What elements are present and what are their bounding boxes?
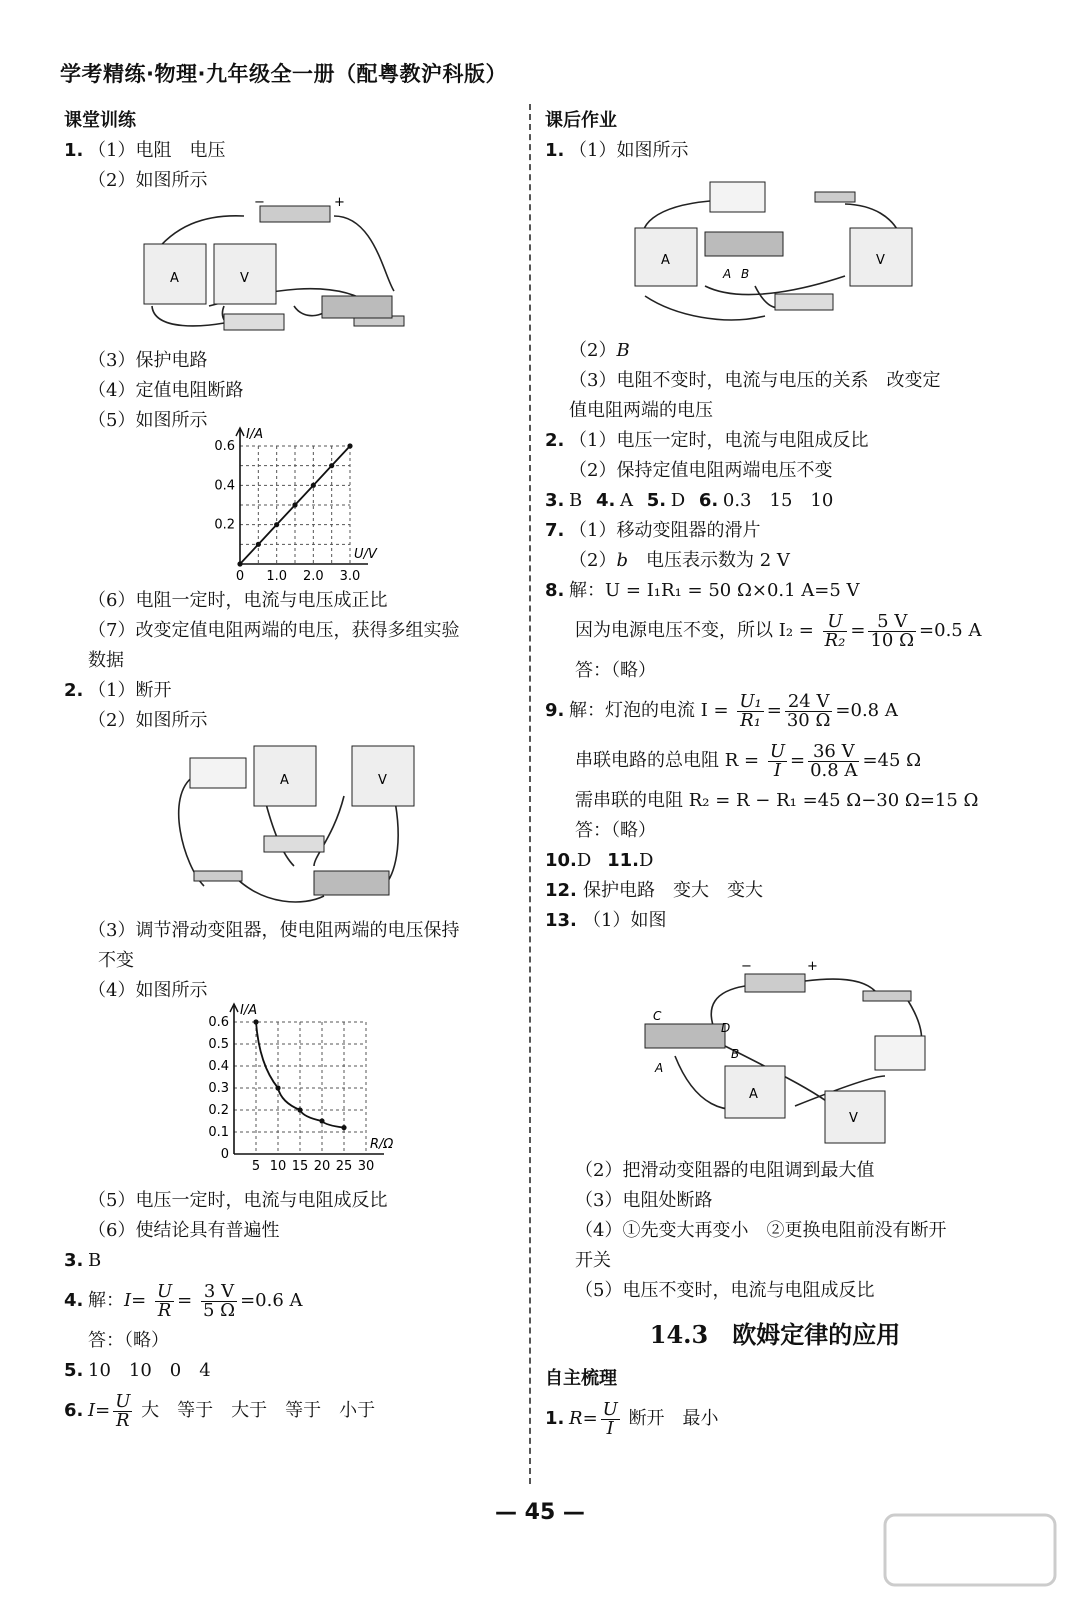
r-q9-answer: 答：（略） bbox=[575, 820, 656, 841]
y-tick-label: 0 bbox=[220, 1147, 229, 1162]
y-tick-label: 0.6 bbox=[208, 1015, 229, 1030]
r-q9-fraction-2 bbox=[785, 690, 833, 731]
r-q11-number: 11. bbox=[607, 850, 639, 871]
x-tick-label: 15 bbox=[291, 1159, 309, 1174]
data-point bbox=[274, 522, 279, 527]
q1-answer-1: （1）电阻 电压 bbox=[88, 140, 226, 161]
voltmeter-label: V bbox=[240, 271, 249, 286]
r-q9-fraction-4 bbox=[808, 740, 859, 781]
x-tick-label: 3.0 bbox=[339, 569, 361, 584]
r-q1-answer-3: （3）电阻不变时，电流与电压的关系 改变定 bbox=[569, 370, 941, 391]
terminal-b-label: B bbox=[731, 1047, 740, 1061]
r-q1-answer-2: （2） bbox=[569, 340, 617, 361]
switch-icon bbox=[863, 991, 911, 1001]
x-tick-label: 1.0 bbox=[266, 569, 288, 584]
r-q6-answer: 0.3 15 10 bbox=[722, 490, 834, 511]
r-q4-number: 4. bbox=[595, 490, 616, 511]
q5-number: 5. bbox=[64, 1360, 84, 1381]
r-q9-frac2-num: 24 V bbox=[785, 693, 833, 712]
r-q13-answer-4: （4）①先变大再变小 ②更换电阻前没有断开 bbox=[575, 1220, 947, 1241]
r-q3-answer: B bbox=[569, 490, 583, 511]
power-supply-icon bbox=[875, 1036, 925, 1070]
ammeter-label: A bbox=[661, 253, 670, 268]
q2-answer-6: （6）使结论具有普遍性 bbox=[88, 1220, 280, 1241]
r-q9-frac1-den: R₁ bbox=[740, 709, 761, 731]
data-point bbox=[292, 502, 297, 507]
rheostat-icon bbox=[322, 296, 392, 318]
r-q13-answer-2: （2）把滑动变阻器的电阻调到最大值 bbox=[575, 1160, 875, 1181]
data-point bbox=[253, 1019, 258, 1024]
chart-i-vs-r bbox=[64, 1003, 514, 1186]
r-q9-result-2: =45 Ω bbox=[862, 750, 922, 771]
data-point bbox=[237, 561, 242, 566]
r-q8-fraction-2 bbox=[868, 610, 916, 651]
r-q1-answer-3b: 值电阻两端的电压 bbox=[569, 400, 713, 421]
r-q9-frac1-num: U₁ bbox=[739, 690, 762, 712]
q6-frac-den: R bbox=[116, 1409, 130, 1431]
y-tick-label: 0.2 bbox=[214, 517, 235, 533]
switch-icon bbox=[815, 192, 855, 202]
x-tick-label: 20 bbox=[313, 1159, 331, 1174]
power-supply-icon bbox=[710, 182, 765, 212]
s1-frac-num: U bbox=[602, 1398, 618, 1420]
s1-number: 1. bbox=[545, 1408, 565, 1429]
y-tick-label: 0.3 bbox=[208, 1081, 229, 1096]
r-q8-result: =0.5 A bbox=[919, 620, 982, 641]
q3-number: 3. bbox=[64, 1250, 84, 1271]
r-q13-answer-1: （1）如图 bbox=[583, 910, 667, 931]
r-q12-answer: 保护电路 变大 变大 bbox=[583, 880, 763, 901]
y-axis-label: I/A bbox=[240, 1003, 258, 1018]
ammeter-label: A bbox=[749, 1087, 758, 1102]
r-q13-answer-3: （3）电阻处断路 bbox=[575, 1190, 713, 1211]
x-tick-label: 30 bbox=[357, 1159, 375, 1174]
circuit-diagram-2 bbox=[64, 736, 514, 916]
y-tick-label: 0.2 bbox=[208, 1103, 229, 1118]
q4-fraction-1 bbox=[155, 1280, 174, 1321]
r-q1-answer-2-value: B bbox=[616, 340, 630, 361]
battery-minus-label: − bbox=[254, 195, 265, 210]
ammeter-label: A bbox=[170, 271, 179, 286]
r-q8-frac2-num: 5 V bbox=[868, 613, 916, 632]
r-q11-answer: D bbox=[638, 850, 654, 871]
section-homework: 课后作业 bbox=[545, 110, 617, 131]
r-q8-answer: 答：（略） bbox=[575, 660, 656, 681]
x-tick-label: 10 bbox=[269, 1159, 287, 1174]
voltmeter-label: V bbox=[849, 1111, 858, 1126]
q6-number: 6. bbox=[64, 1400, 84, 1421]
r-q10-answer: D bbox=[576, 850, 592, 871]
circuit-figure-3 bbox=[545, 166, 1005, 336]
data-point bbox=[311, 483, 316, 488]
data-point bbox=[297, 1107, 302, 1112]
q1-answer-7b: 数据 bbox=[88, 650, 124, 671]
s1-answer: 断开 最小 bbox=[628, 1408, 719, 1429]
circuit-diagram-1 bbox=[64, 196, 514, 346]
r-q2-answer-2: （2）保持定值电阻两端电压不变 bbox=[569, 460, 833, 481]
r-q9-fraction-1 bbox=[737, 690, 763, 731]
r-q8-line-2: 因为电源电压不变，所以 I₂ = bbox=[575, 620, 814, 641]
watermark-logo bbox=[880, 1510, 1060, 1590]
chart-iu-container bbox=[64, 427, 514, 586]
r-q9-fraction-3 bbox=[768, 740, 787, 781]
rheostat-icon bbox=[705, 232, 783, 256]
r-q5-answer: D bbox=[670, 490, 686, 511]
q2-number: 2. bbox=[64, 680, 84, 701]
section-classroom: 课堂训练 bbox=[64, 110, 136, 131]
r-q7-number: 7. bbox=[545, 520, 565, 541]
q1-answer-3: （3）保护电路 bbox=[88, 350, 208, 371]
q4-result: =0.6 A bbox=[240, 1290, 303, 1311]
data-point bbox=[347, 443, 352, 448]
q1-answer-7: （7）改变定值电阻两端的电压，获得多组实验 bbox=[88, 620, 460, 641]
q2-answer-1: （1）断开 bbox=[88, 680, 172, 701]
data-point bbox=[256, 542, 261, 547]
x-tick-label: 5 bbox=[251, 1159, 261, 1174]
q4-equals: = bbox=[131, 1290, 147, 1311]
q4-frac2-num: 3 V bbox=[201, 1283, 237, 1302]
q4-prefix: 解： bbox=[88, 1290, 124, 1311]
r-q9-number: 9. bbox=[545, 700, 565, 721]
q6-fraction bbox=[113, 1390, 132, 1431]
battery-minus-label: − bbox=[741, 959, 752, 974]
q4-number: 4. bbox=[64, 1290, 84, 1311]
r-q8-fraction-1 bbox=[823, 610, 848, 651]
x-axis-label: U/V bbox=[354, 547, 377, 562]
r-q7-answer-1: （1）移动变阻器的滑片 bbox=[569, 520, 761, 541]
terminal-c-label: C bbox=[653, 1009, 662, 1023]
q4-equals-2: = bbox=[177, 1290, 193, 1311]
r-q13-answer-4b: 开关 bbox=[575, 1250, 611, 1271]
q5-answer: 10 10 0 4 bbox=[88, 1360, 211, 1381]
s1-frac-den: I bbox=[606, 1417, 614, 1439]
data-point bbox=[341, 1125, 346, 1130]
y-tick-label: 0.1 bbox=[208, 1125, 229, 1140]
resistor-icon bbox=[224, 314, 284, 330]
q1-answer-5: （5）如图所示 bbox=[88, 410, 208, 431]
r-q13-answer-5: （5）电压不变时，电流与电阻成反比 bbox=[575, 1280, 875, 1301]
r-q1-answer-1: （1）如图所示 bbox=[569, 140, 689, 161]
r-q13-number: 13. bbox=[545, 910, 577, 931]
y-tick-label: 0.4 bbox=[208, 1059, 229, 1074]
s1-var-r: R bbox=[569, 1408, 583, 1429]
r-q9-line-1: 解：灯泡的电流 I = bbox=[569, 700, 729, 721]
data-point bbox=[319, 1118, 324, 1123]
circuit-figure-1 bbox=[64, 196, 514, 346]
r-q2-answer-1: （1）电压一定时，电流与电阻成反比 bbox=[569, 430, 869, 451]
terminal-a-label: A bbox=[655, 1061, 664, 1075]
q6-answer: 大 等于 大于 等于 小于 bbox=[141, 1400, 376, 1421]
right-column: 课后作业 1. （1）如图所示 A A B V （2）B （3）电阻不变时，电流与电压的关系 改变定 值电阻两端的电压 2. （1）电压一定时，电流与电阻成反比 （2）保持定值电阻两端电压不变 3. B 4. A 5. D 6. 0.3 15 10 7. （1）移动变阻器的滑片 （2）b 电压表示数为 2 V 8. 解：U = I₁R₁ = 50 Ω×0.1 A=5 V 因为电源电压不变，所以 I₂ = $\frac{U}{\text{R₂}}$ = $\frac{5 V}{10 \Omega}$ =0.5 A 答：（略） 9. 解：灯泡的电流 I = $\frac{\text{U₁}}{\text{R₁}}$ = $\frac{24 V}{30 \Omega}$ =0.8 A 串联电路的总电阻 R = $\frac{U}{I}$ = $\frac{36 V}{0.8 A}$ =45 Ω 需串联的电阻 R₂ = R − R₁ =45 Ω−30 Ω=15 Ω 答：（略） 10.D 11.D 12. 保护电路 变大 变大 13. （1）如图 − + C D A B A V （2）把滑动变阻器的电阻调到最大值 （3）电阻处断路 （4）①先变大再变小 ②更换电阻前没有断开 开关 （5）电压不变时，电流与电阻成反比 14.3 欧姆定律的应用 自主梳理 1. R= $\frac{U}{I}$ 断开 最小 bbox=[545, 106, 1005, 1444]
r-q8-frac1-num: U bbox=[823, 613, 848, 632]
x-tick-label: 0 bbox=[235, 569, 245, 584]
r-q7-answer-2-prefix: （2） bbox=[569, 550, 617, 571]
r-q9-frac3-den: I bbox=[773, 759, 781, 781]
x-axis-label: R/Ω bbox=[370, 1137, 394, 1152]
q2-answer-4: （4）如图所示 bbox=[88, 980, 208, 1001]
r-q8-frac1-den: R₂ bbox=[824, 629, 846, 651]
x-tick-label: 25 bbox=[335, 1159, 353, 1174]
voltmeter-label: V bbox=[876, 253, 885, 268]
terminal-d-label: D bbox=[721, 1021, 731, 1035]
q4-frac1-num: U bbox=[156, 1280, 173, 1302]
left-column: 课堂训练 1. （1）电阻 电压 （2）如图所示 − + A V （3）保护电路 （4）定值电阻断路 （5）如图所示 I/A U/V 0 1.0 2.0 3.0 0.2 0.4 0.6 （6）电阻一定时，电流与电压成正比 （7）改变定值电阻两端的电压，获得多组实验 数据 2. （1）断开 （2）如图所示 A V （3）调节滑动变阻器，使电阻两端的电压保持 不变 （4）如图所示 I/A R/Ω 5 10 15 20 25 30 0 0.1 0.2 0.3 0.4 0.5 0.6 （5）电压一定时，电流与电阻成反比 （6）使结论具有普遍性 3. B 4. 解：I= $\frac{U}{R}$ = $\frac{3 V}{5 \Omega}$ =0.6 A 答：（略） 5. 10 10 0 4 6. I= $\frac{U}{R}$ 大 等于 大于 等于 小于 bbox=[64, 106, 514, 1436]
r-q9-result-1: =0.8 A bbox=[835, 700, 898, 721]
r-q4-answer: A bbox=[619, 490, 633, 511]
q3-answer: B bbox=[88, 1250, 102, 1271]
q1-number: 1. bbox=[64, 140, 84, 161]
r-q3-number: 3. bbox=[545, 490, 565, 511]
y-tick-label: 0.6 bbox=[214, 439, 235, 454]
r-q10-number: 10. bbox=[545, 850, 577, 871]
data-point bbox=[275, 1085, 280, 1090]
ammeter-label: A bbox=[280, 773, 289, 788]
q2-answer-2: （2）如图所示 bbox=[88, 710, 208, 731]
q4-frac1-den: R bbox=[157, 1299, 172, 1321]
page-number: — 45 — bbox=[495, 1500, 585, 1525]
battery-icon bbox=[260, 206, 330, 222]
chart-ir-container bbox=[64, 1003, 514, 1186]
q4-fraction-2 bbox=[201, 1280, 237, 1321]
q4-frac2-den: 5 Ω bbox=[202, 1299, 236, 1321]
q1-answer-6: （6）电阻一定时，电流与电压成正比 bbox=[88, 590, 388, 611]
r-q6-number: 6. bbox=[698, 490, 719, 511]
r-q9-line-3: 需串联的电阻 R₂ = R − R₁ =45 Ω−30 Ω=15 Ω bbox=[575, 790, 979, 811]
circuit-diagram-4 bbox=[545, 936, 1005, 1156]
rheostat-icon bbox=[314, 871, 389, 895]
r-q7-answer-2: 电压表示数为 2 V bbox=[627, 550, 790, 571]
data-point bbox=[329, 463, 334, 468]
chart-i-vs-u bbox=[64, 427, 514, 586]
circuit-figure-2 bbox=[64, 736, 514, 916]
y-tick-label: 0.5 bbox=[208, 1037, 229, 1052]
r-q9-frac3-num: U bbox=[769, 740, 785, 762]
q6-frac-num: U bbox=[115, 1390, 131, 1412]
r-q7-answer-2-value: b bbox=[616, 550, 628, 571]
circuit-diagram-3 bbox=[545, 166, 1005, 336]
voltmeter-label: V bbox=[378, 773, 387, 788]
r-q9-frac2-den: 30 Ω bbox=[786, 709, 831, 731]
column-divider bbox=[529, 104, 531, 1484]
x-tick-label: 2.0 bbox=[302, 569, 324, 584]
resistor-icon bbox=[775, 294, 833, 310]
rheostat-icon bbox=[645, 1024, 725, 1048]
q1-answer-4: （4）定值电阻断路 bbox=[88, 380, 244, 401]
section-title: 14.3 欧姆定律的应用 bbox=[649, 1320, 901, 1349]
q6-var-i: I bbox=[88, 1400, 96, 1421]
r-q9-frac4-den: 0.8 A bbox=[810, 759, 858, 781]
r-q9-line-2: 串联电路的总电阻 R = bbox=[575, 750, 760, 771]
q1-answer-2: （2）如图所示 bbox=[88, 170, 208, 191]
q2-answer-3: （3）调节滑动变阻器，使电阻两端的电压保持 bbox=[88, 920, 460, 941]
battery-plus-label: + bbox=[807, 959, 818, 974]
battery-plus-label: + bbox=[334, 195, 345, 210]
resistor-icon bbox=[264, 836, 324, 852]
r-q9-frac4-num: 36 V bbox=[808, 743, 859, 762]
q2-answer-3b: 不变 bbox=[98, 950, 134, 971]
y-tick-label: 0.4 bbox=[214, 478, 235, 494]
terminal-a-label: A bbox=[723, 267, 732, 281]
s1-fraction bbox=[601, 1398, 620, 1439]
r-q1-number: 1. bbox=[545, 140, 565, 161]
battery-icon bbox=[745, 974, 805, 992]
switch-icon bbox=[194, 871, 242, 881]
circuit-figure-4 bbox=[545, 936, 1005, 1156]
y-axis-label: I/A bbox=[246, 427, 264, 442]
r-q2-number: 2. bbox=[545, 430, 565, 451]
page-header: 学考精练·物理·九年级全一册（配粤教沪科版） bbox=[60, 62, 507, 86]
q2-answer-5: （5）电压一定时，电流与电阻成反比 bbox=[88, 1190, 388, 1211]
r-q8-frac2-den: 10 Ω bbox=[870, 629, 915, 651]
r-q12-number: 12. bbox=[545, 880, 577, 901]
r-q8-number: 8. bbox=[545, 580, 565, 601]
terminal-b-label: B bbox=[741, 267, 750, 281]
q4-answer: 答：（略） bbox=[88, 1330, 169, 1351]
q4-var-i: I bbox=[124, 1290, 132, 1311]
power-supply-icon bbox=[190, 758, 246, 788]
section-self-review: 自主梳理 bbox=[545, 1368, 617, 1389]
r-q8-line-1: 解：U = I₁R₁ = 50 Ω×0.1 A=5 V bbox=[569, 580, 860, 601]
r-q5-number: 5. bbox=[646, 490, 667, 511]
